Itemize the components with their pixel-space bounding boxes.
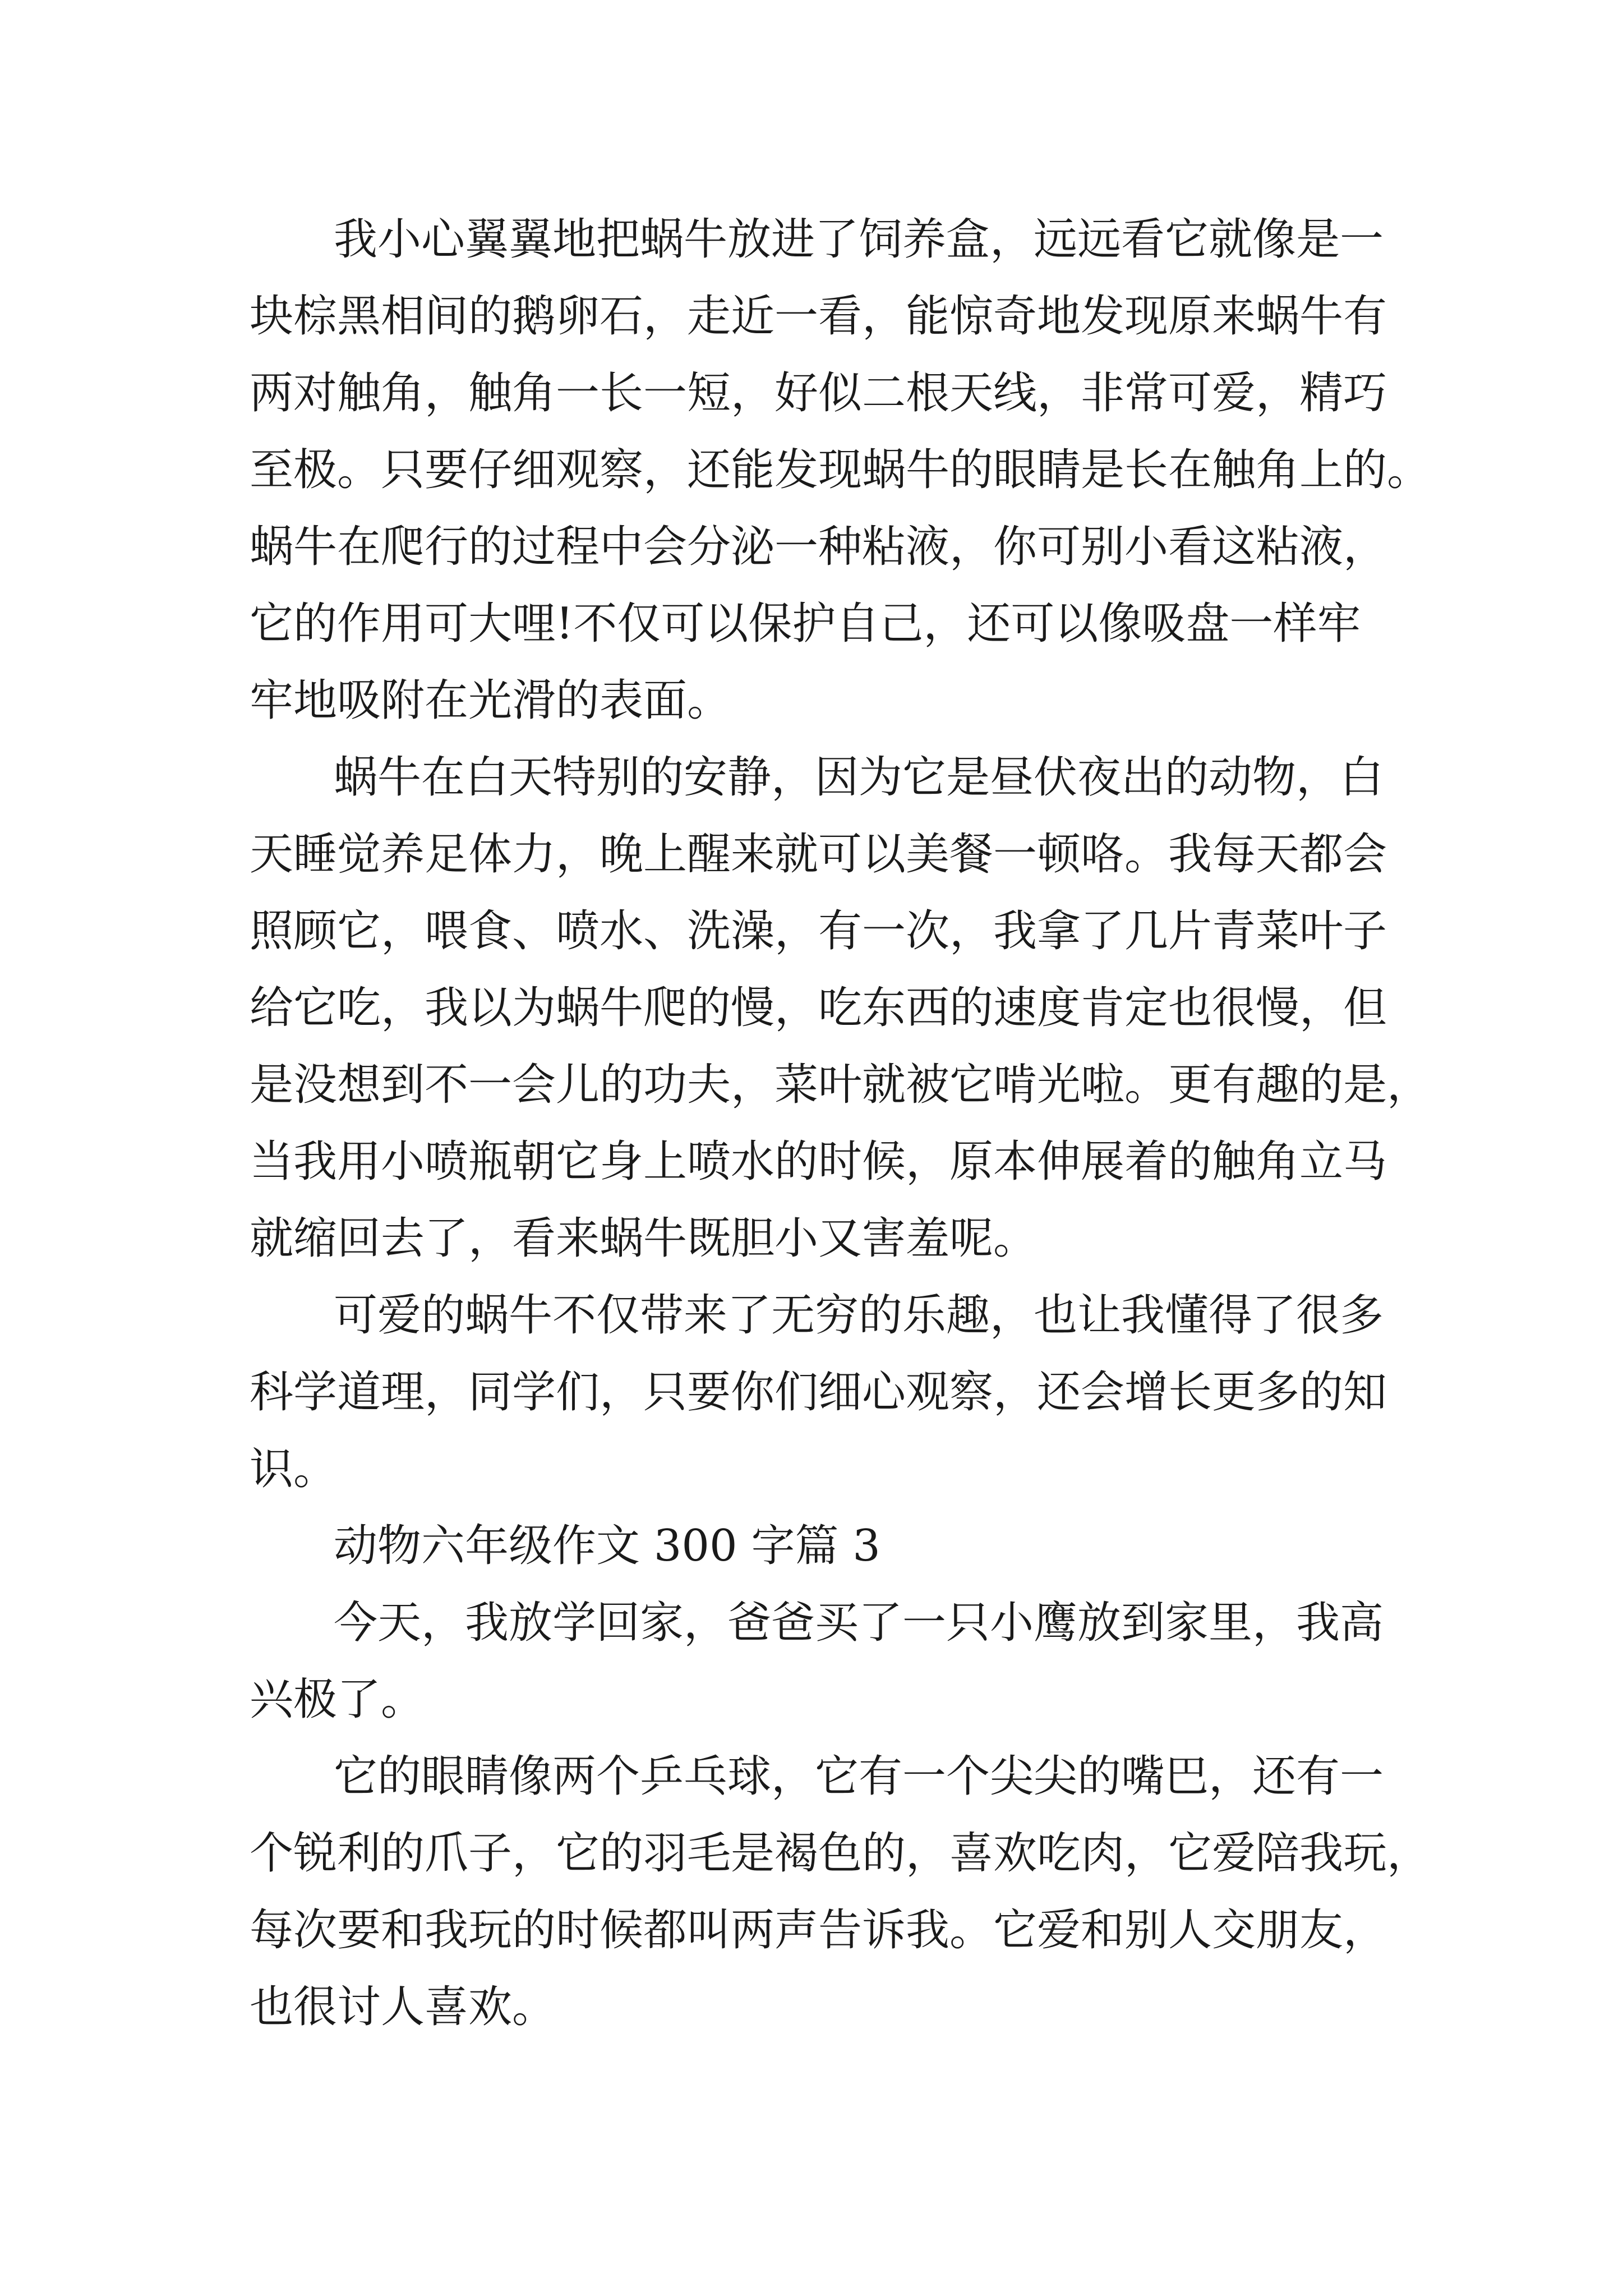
paragraph-2-line-3: 照顾它，喂食、喷水、洗澡，有一次，我拿了几片青菜叶子 <box>250 906 1387 956</box>
paragraph-1-line-5: 蜗牛在爬行的过程中会分泌一种粘液，你可别小看这粘液， <box>250 522 1387 572</box>
paragraph-6-line-1: 它的眼睛像两个乒乓球，它有一个尖尖的嘴巴，还有一 <box>334 1751 1384 1802</box>
section-heading: 动物六年级作文 300 字篇 3 <box>334 1521 880 1571</box>
paragraph-2-line-4: 给它吃，我以为蜗牛爬的慢，吃东西的速度肯定也很慢，但 <box>250 983 1387 1033</box>
paragraph-6-line-2: 个锐利的爪子，它的羽毛是褐色的，喜欢吃肉，它爱陪我玩， <box>250 1828 1431 1879</box>
paragraph-5-line-1: 今天，我放学回家，爸爸买了一只小鹰放到家里，我高 <box>334 1598 1384 1648</box>
paragraph-3-line-3: 识。 <box>250 1444 338 1494</box>
paragraph-2-line-7: 就缩回去了，看来蜗牛既胆小又害羞呢。 <box>250 1213 1038 1264</box>
paragraph-1-line-4: 至极。只要仔细观察，还能发现蜗牛的眼睛是长在触角上的。 <box>250 445 1431 495</box>
paragraph-2-line-1: 蜗牛在白天特别的安静，因为它是昼伏夜出的动物，白 <box>334 752 1384 803</box>
paragraph-2-line-2: 天睡觉养足体力，晚上醒来就可以美餐一顿咯。我每天都会 <box>250 829 1387 880</box>
paragraph-1-line-1: 我小心翼翼地把蜗牛放进了饲养盒，远远看它就像是一 <box>334 214 1384 265</box>
paragraph-1-line-6: 它的作用可大哩!不仅可以保护自己，还可以像吸盘一样牢 <box>250 599 1361 649</box>
paragraph-3-line-1: 可爱的蜗牛不仅带来了无穷的乐趣，也让我懂得了很多 <box>334 1290 1384 1341</box>
paragraph-6-line-4: 也很讨人喜欢。 <box>250 1982 556 2032</box>
paragraph-1-line-2: 块棕黑相间的鹅卵石，走近一看，能惊奇地发现原来蜗牛有 <box>250 291 1387 342</box>
paragraph-1-line-7: 牢地吸附在光滑的表面。 <box>250 675 731 726</box>
paragraph-5-line-2: 兴极了。 <box>250 1674 425 1725</box>
paragraph-2-line-5: 是没想到不一会儿的功夫，菜叶就被它啃光啦。更有趣的是， <box>250 1060 1431 1110</box>
paragraph-6-line-3: 每次要和我玩的时候都叫两声告诉我。它爱和别人交朋友， <box>250 1905 1387 1955</box>
paragraph-1-line-3: 两对触角，触角一长一短，好似二根天线，非常可爱，精巧 <box>250 368 1387 418</box>
paragraph-2-line-6: 当我用小喷瓶朝它身上喷水的时候，原本伸展着的触角立马 <box>250 1137 1387 1187</box>
paragraph-3-line-2: 科学道理，同学们，只要你们细心观察，还会增长更多的知 <box>250 1367 1387 1418</box>
